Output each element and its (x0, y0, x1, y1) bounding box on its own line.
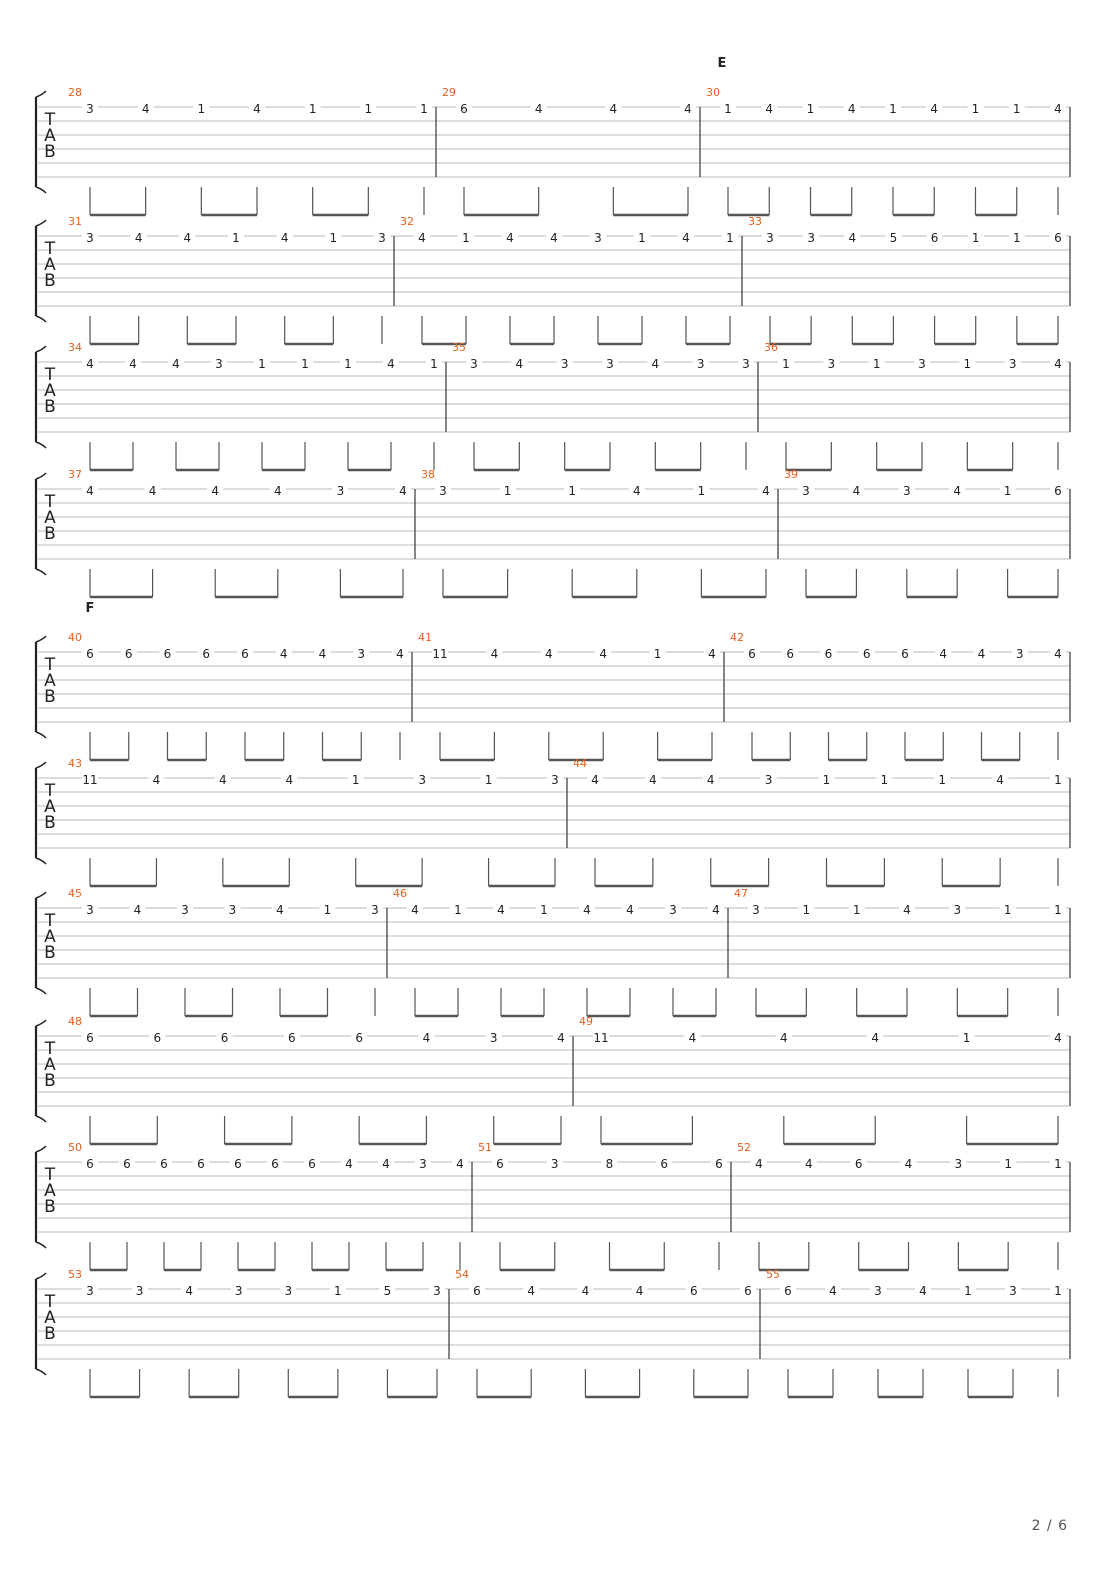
fret-number: 6 (163, 647, 172, 661)
fret-number: 4 (848, 231, 857, 245)
tab-clef-letter: B (44, 271, 56, 291)
bar-number: 41 (418, 631, 432, 644)
fret-number: 3 (86, 102, 94, 116)
fret-number: 6 (124, 647, 133, 661)
bracket-bottom-hook (36, 1369, 46, 1375)
fret-number: 4 (534, 102, 543, 116)
fret-number: 6 (355, 1031, 363, 1045)
fret-number: 4 (152, 773, 161, 787)
bar-number: 38 (421, 468, 435, 481)
fret-number: 1 (1012, 102, 1021, 116)
fret-number: 4 (134, 231, 143, 245)
fret-number: 6 (160, 1157, 168, 1171)
fret-number: 1 (308, 102, 317, 116)
fret-number: 3 (181, 903, 189, 917)
fret-number: 4 (632, 484, 641, 498)
tab-clef-letter: B (44, 813, 56, 833)
bar-number: 44 (573, 757, 587, 770)
fret-number: 6 (784, 1284, 792, 1298)
bar-number: 39 (784, 468, 798, 481)
fret-number: 4 (148, 484, 157, 498)
bracket-top-hook (36, 1020, 46, 1026)
tab-clef-letter: T (44, 492, 56, 512)
fret-number: 4 (345, 1157, 353, 1171)
bar-number: 34 (68, 341, 82, 354)
tab-clef-letter: A (44, 255, 56, 275)
fret-number: 4 (930, 102, 939, 116)
fret-number: 3 (551, 773, 559, 787)
fret-number: 1 (872, 357, 881, 371)
fret-number: 1 (462, 231, 470, 245)
fret-number: 4 (211, 484, 220, 498)
bar-number: 53 (68, 1268, 82, 1281)
fret-number: 3 (135, 1284, 144, 1298)
fret-number: 4 (253, 102, 261, 116)
fret-number: 3 (86, 231, 94, 245)
fret-number: 1 (880, 773, 889, 787)
fret-number: 1 (782, 357, 790, 371)
tab-clef-letter: T (44, 781, 56, 801)
tab-clef-letter: T (44, 1292, 56, 1312)
fret-number: 1 (852, 903, 861, 917)
tab-clef-letter: A (44, 671, 56, 691)
fret-number: 1 (1054, 1284, 1062, 1298)
fret-number: 4 (544, 647, 553, 661)
fret-number: 4 (755, 1157, 763, 1171)
fret-number: 11 (593, 1031, 609, 1045)
fret-number: 1 (232, 231, 240, 245)
fret-number: 6 (220, 1031, 229, 1045)
fret-number: 1 (301, 357, 309, 371)
fret-number: 11 (432, 647, 448, 661)
fret-number: 1 (351, 773, 360, 787)
fret-number: 5 (889, 231, 898, 245)
bracket-bottom-hook (36, 858, 46, 864)
fret-number: 4 (953, 484, 962, 498)
fret-number: 4 (396, 647, 404, 661)
fret-number: 3 (1008, 357, 1017, 371)
fret-number: 3 (433, 1284, 441, 1298)
fret-number: 3 (669, 903, 677, 917)
fret-number: 4 (649, 773, 657, 787)
fret-number: 4 (871, 1031, 880, 1045)
fret-number: 4 (557, 1031, 565, 1045)
fret-number: 4 (635, 1284, 644, 1298)
tab-clef-letter: T (44, 110, 56, 130)
fret-number: 6 (234, 1157, 242, 1171)
fret-number: 3 (1015, 647, 1024, 661)
fret-number: 6 (824, 647, 833, 661)
tab-clef-letter: T (44, 1039, 56, 1059)
fret-number: 4 (550, 231, 558, 245)
fret-number: 3 (470, 357, 478, 371)
fret-number: 4 (708, 647, 716, 661)
fret-number: 1 (971, 102, 980, 116)
fret-number: 3 (418, 773, 426, 787)
fret-number: 1 (822, 773, 831, 787)
bracket-bottom-hook (36, 1242, 46, 1248)
fret-number: 1 (802, 903, 811, 917)
bar-number: 42 (730, 631, 744, 644)
tab-clef-letter: B (44, 524, 56, 544)
fret-number: 4 (219, 773, 227, 787)
tab-clef-letter: T (44, 655, 56, 675)
fret-number: 4 (651, 357, 660, 371)
bar-number: 47 (734, 887, 748, 900)
page-number: 2 / 6 (1031, 1518, 1068, 1534)
fret-number: 4 (939, 647, 948, 661)
tab-clef-letter: A (44, 126, 56, 146)
tab-clef-letter: B (44, 1324, 56, 1344)
tab-clef-letter: A (44, 927, 56, 947)
fret-number: 5 (383, 1284, 392, 1298)
fret-number: 4 (805, 1157, 813, 1171)
fret-number: 4 (762, 484, 770, 498)
fret-number: 1 (938, 773, 947, 787)
bar-number: 37 (68, 468, 82, 481)
fret-number: 1 (962, 1031, 971, 1045)
bracket-bottom-hook (36, 988, 46, 994)
bar-number: 45 (68, 887, 82, 900)
bar-number: 52 (737, 1141, 751, 1154)
fret-number: 4 (279, 647, 288, 661)
fret-number: 4 (129, 357, 137, 371)
fret-number: 1 (323, 903, 332, 917)
fret-number: 1 (420, 102, 428, 116)
fret-number: 6 (288, 1031, 296, 1045)
bracket-top-hook (36, 91, 46, 97)
fret-number: 1 (889, 102, 897, 116)
tab-clef-letter: A (44, 381, 56, 401)
fret-number: 1 (329, 231, 338, 245)
fret-number: 3 (419, 1157, 427, 1171)
fret-number: 3 (827, 357, 836, 371)
fret-number: 6 (715, 1157, 723, 1171)
fret-number: 1 (484, 773, 493, 787)
bracket-bottom-hook (36, 1116, 46, 1122)
tab-clef-letter: A (44, 1055, 56, 1075)
fret-number: 4 (506, 231, 514, 245)
tab-clef-letter: B (44, 687, 56, 707)
fret-number: 6 (660, 1157, 669, 1171)
fret-number: 6 (241, 647, 249, 661)
fret-number: 3 (86, 903, 94, 917)
bar-number: 28 (68, 86, 82, 99)
bar-number: 33 (748, 215, 762, 228)
fret-number: 1 (653, 647, 662, 661)
fret-number: 4 (599, 647, 608, 661)
bracket-top-hook (36, 220, 46, 226)
fret-number: 3 (918, 357, 926, 371)
fret-number: 4 (1054, 102, 1062, 116)
fret-number: 4 (583, 903, 591, 917)
fret-number: 1 (197, 102, 206, 116)
fret-number: 1 (364, 102, 373, 116)
fret-number: 1 (1013, 231, 1021, 245)
fret-number: 1 (1003, 484, 1012, 498)
fret-number: 4 (86, 484, 94, 498)
fret-number: 1 (454, 903, 462, 917)
fret-number: 4 (977, 647, 986, 661)
section-marker: F (85, 601, 95, 616)
fret-number: 6 (271, 1157, 279, 1171)
fret-number: 3 (953, 903, 962, 917)
fret-number: 1 (1054, 1157, 1062, 1171)
bar-number: 31 (68, 215, 82, 228)
fret-number: 3 (742, 357, 750, 371)
fret-number: 1 (638, 231, 646, 245)
fret-number: 1 (568, 484, 577, 498)
fret-number: 1 (964, 1284, 972, 1298)
fret-number: 3 (807, 231, 815, 245)
fret-number: 3 (489, 1031, 498, 1045)
bracket-bottom-hook (36, 569, 46, 575)
fret-number: 4 (581, 1284, 590, 1298)
fret-number: 6 (86, 1031, 94, 1045)
bracket-top-hook (36, 346, 46, 352)
fret-number: 4 (141, 102, 150, 116)
fret-number: 4 (904, 1157, 913, 1171)
fret-number: 4 (422, 1031, 431, 1045)
fret-number: 4 (515, 357, 524, 371)
fret-number: 3 (954, 1157, 963, 1171)
fret-number: 3 (594, 231, 602, 245)
fret-number: 3 (560, 357, 569, 371)
tab-clef-letter: A (44, 1181, 56, 1201)
tab-clef-letter: T (44, 239, 56, 259)
bar-number: 49 (579, 1015, 593, 1028)
fret-number: 4 (497, 903, 505, 917)
fret-number: 4 (399, 484, 407, 498)
fret-number: 6 (1054, 231, 1062, 245)
fret-number: 3 (284, 1284, 293, 1298)
tab-clef-letter: B (44, 943, 56, 963)
fret-number: 3 (764, 773, 773, 787)
tab-clef-letter: A (44, 797, 56, 817)
fret-number: 1 (1004, 1157, 1012, 1171)
bar-number: 50 (68, 1141, 82, 1154)
bracket-bottom-hook (36, 442, 46, 448)
fret-number: 1 (697, 484, 706, 498)
fret-number: 4 (185, 1284, 193, 1298)
bar-number: 29 (442, 86, 456, 99)
fret-number: 4 (682, 231, 690, 245)
bar-number: 36 (764, 341, 778, 354)
fret-number: 4 (919, 1284, 927, 1298)
fret-number: 3 (371, 903, 379, 917)
tab-clef-letter: B (44, 1071, 56, 1091)
fret-number: 1 (963, 357, 972, 371)
fret-number: 3 (802, 484, 810, 498)
fret-number: 4 (280, 231, 289, 245)
bracket-top-hook (36, 1146, 46, 1152)
fret-number: 6 (930, 231, 939, 245)
fret-number: 1 (806, 102, 815, 116)
bar-number: 46 (393, 887, 407, 900)
fret-number: 3 (766, 231, 774, 245)
fret-number: 4 (712, 903, 720, 917)
fret-number: 6 (748, 647, 756, 661)
bracket-top-hook (36, 636, 46, 642)
tab-clef-letter: A (44, 508, 56, 528)
fret-number: 3 (215, 357, 223, 371)
tab-clef-letter: B (44, 142, 56, 162)
fret-number: 6 (153, 1031, 162, 1045)
fret-number: 4 (765, 102, 774, 116)
fret-number: 3 (336, 484, 345, 498)
fret-number: 4 (1054, 1031, 1062, 1045)
bar-number: 51 (478, 1141, 492, 1154)
bracket-top-hook (36, 892, 46, 898)
fret-number: 11 (82, 773, 98, 787)
fret-number: 4 (382, 1157, 390, 1171)
fret-number: 1 (430, 357, 438, 371)
fret-number: 4 (779, 1031, 788, 1045)
fret-number: 4 (626, 903, 634, 917)
bracket-bottom-hook (36, 316, 46, 322)
fret-number: 4 (591, 773, 599, 787)
fret-number: 4 (684, 102, 692, 116)
fret-number: 3 (696, 357, 705, 371)
fret-number: 1 (1054, 773, 1062, 787)
fret-number: 4 (183, 231, 192, 245)
fret-number: 4 (411, 903, 419, 917)
fret-number: 4 (903, 903, 911, 917)
fret-number: 4 (133, 903, 142, 917)
fret-number: 4 (86, 357, 94, 371)
fret-number: 4 (829, 1284, 837, 1298)
fret-number: 6 (308, 1157, 316, 1171)
fret-number: 6 (1054, 484, 1062, 498)
fret-number: 4 (318, 647, 327, 661)
fret-number: 3 (86, 1284, 94, 1298)
fret-number: 6 (202, 647, 211, 661)
fret-number: 3 (752, 903, 760, 917)
fret-number: 3 (1009, 1284, 1017, 1298)
fret-number: 8 (605, 1157, 614, 1171)
section-marker: E (717, 56, 727, 71)
fret-number: 4 (688, 1031, 697, 1045)
fret-number: 6 (460, 102, 468, 116)
fret-number: 6 (744, 1284, 752, 1298)
fret-number: 4 (418, 231, 426, 245)
bracket-bottom-hook (36, 732, 46, 738)
fret-number: 1 (334, 1284, 342, 1298)
tab-clef-letter: T (44, 1165, 56, 1185)
bar-number: 40 (68, 631, 82, 644)
fret-number: 6 (473, 1284, 481, 1298)
fret-number: 4 (273, 484, 282, 498)
fret-number: 6 (901, 647, 909, 661)
fret-number: 6 (854, 1157, 863, 1171)
fret-number: 6 (786, 647, 795, 661)
fret-number: 4 (387, 357, 395, 371)
fret-number: 4 (996, 773, 1004, 787)
fret-number: 6 (86, 647, 94, 661)
fret-number: 1 (344, 357, 352, 371)
fret-number: 1 (724, 102, 732, 116)
bar-number: 30 (706, 86, 720, 99)
fret-number: 4 (1054, 357, 1062, 371)
tab-clef-letter: T (44, 911, 56, 931)
fret-number: 4 (609, 102, 618, 116)
fret-number: 6 (689, 1284, 698, 1298)
bracket-top-hook (36, 1273, 46, 1279)
fret-number: 3 (550, 1157, 559, 1171)
fret-number: 4 (1054, 647, 1062, 661)
fret-number: 3 (234, 1284, 243, 1298)
fret-number: 4 (490, 647, 499, 661)
bar-number: 32 (400, 215, 414, 228)
tab-clef-letter: B (44, 397, 56, 417)
bar-number: 43 (68, 757, 82, 770)
fret-number: 4 (706, 773, 715, 787)
fret-number: 3 (902, 484, 911, 498)
fret-number: 4 (285, 773, 294, 787)
fret-number: 4 (847, 102, 856, 116)
fret-number: 6 (496, 1157, 504, 1171)
fret-number: 1 (1054, 903, 1062, 917)
bracket-top-hook (36, 762, 46, 768)
fret-number: 6 (862, 647, 871, 661)
bar-number: 35 (452, 341, 466, 354)
bracket-top-hook (36, 473, 46, 479)
fret-number: 6 (123, 1157, 131, 1171)
fret-number: 1 (726, 231, 734, 245)
fret-number: 3 (606, 357, 614, 371)
bar-number: 55 (766, 1268, 780, 1281)
fret-number: 3 (228, 903, 237, 917)
fret-number: 4 (852, 484, 861, 498)
fret-number: 3 (357, 647, 366, 661)
fret-number: 6 (86, 1157, 94, 1171)
fret-number: 1 (540, 903, 548, 917)
bar-number: 48 (68, 1015, 82, 1028)
fret-number: 6 (197, 1157, 205, 1171)
tab-clef-letter: T (44, 365, 56, 385)
tab-clef-letter: A (44, 1308, 56, 1328)
bar-number: 54 (455, 1268, 469, 1281)
tab-clef-letter: B (44, 1197, 56, 1217)
fret-number: 4 (456, 1157, 464, 1171)
fret-number: 4 (276, 903, 284, 917)
bracket-bottom-hook (36, 187, 46, 193)
fret-number: 3 (439, 484, 447, 498)
fret-number: 1 (971, 231, 980, 245)
fret-number: 4 (527, 1284, 536, 1298)
fret-number: 4 (172, 357, 180, 371)
fret-number: 3 (874, 1284, 882, 1298)
fret-number: 1 (258, 357, 266, 371)
fret-number: 1 (503, 484, 512, 498)
fret-number: 1 (1003, 903, 1012, 917)
fret-number: 3 (378, 231, 386, 245)
